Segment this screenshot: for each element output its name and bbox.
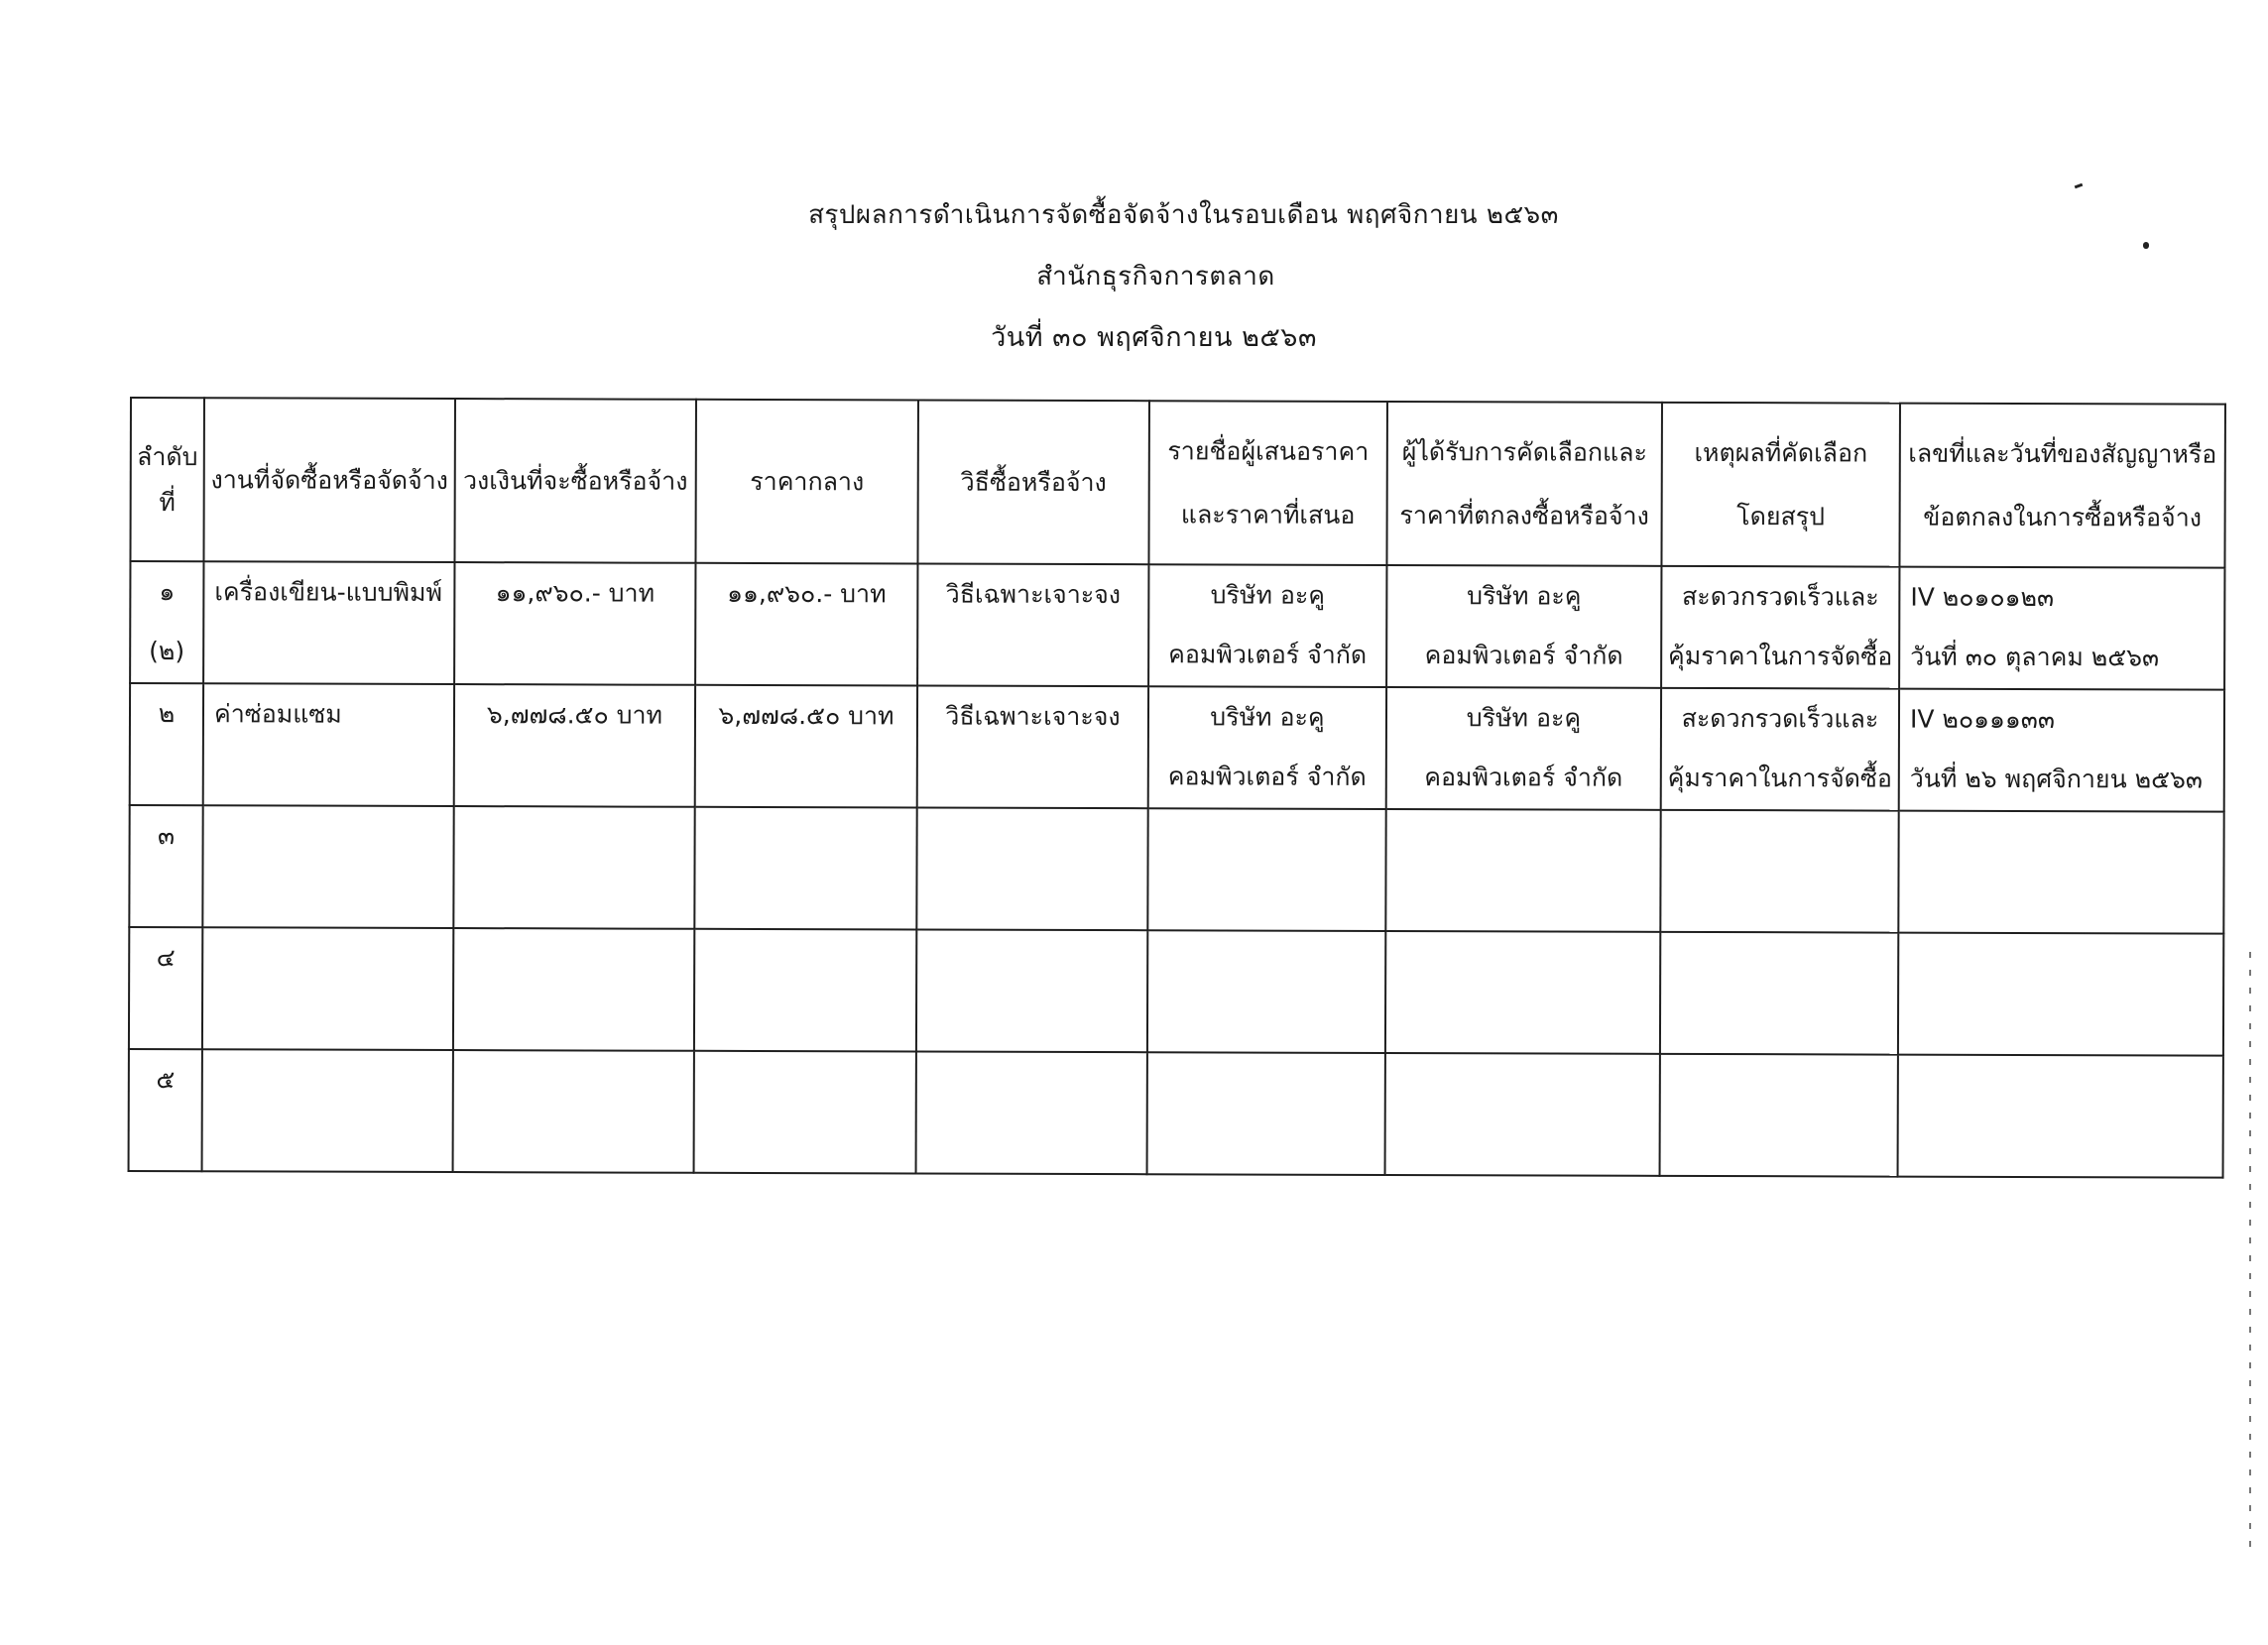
cell-contract bbox=[1898, 1055, 2223, 1178]
winner-line-1: บริษัท อะคู bbox=[1467, 581, 1582, 611]
cell-winner bbox=[1386, 687, 1661, 810]
reason-line-2: คุ้มราคาในการจัดซื้อ bbox=[1668, 641, 1893, 671]
median-text: ๑๑,๙๖๐.- บาท bbox=[727, 578, 887, 609]
header-contract-line-2: ข้อตกลงในการซื้อหรือจ้าง bbox=[1923, 502, 2203, 532]
header-reason bbox=[1661, 403, 1900, 567]
item-text: ค่าซ่อมแซม bbox=[213, 699, 342, 729]
cell-reason bbox=[1660, 1054, 1898, 1177]
cell-method bbox=[916, 807, 1147, 930]
cell-winner bbox=[1386, 565, 1661, 688]
header-no-line-1: ลำดับ bbox=[137, 441, 198, 471]
cell-median bbox=[695, 563, 917, 686]
cell-median bbox=[694, 807, 916, 930]
cell-budget bbox=[454, 562, 695, 685]
cell-budget bbox=[453, 928, 694, 1051]
bidder-line-1: บริษัท อะคู bbox=[1210, 580, 1326, 610]
cell-bidders bbox=[1148, 686, 1386, 809]
cell-no bbox=[129, 1049, 202, 1171]
cell-median bbox=[694, 1051, 916, 1174]
cell-no bbox=[130, 683, 203, 805]
scan-speck bbox=[2075, 183, 2084, 189]
row-number: ๔ bbox=[156, 943, 176, 973]
cell-bidders bbox=[1147, 930, 1385, 1053]
header-contract-line-1: เลขที่และวันที่ของสัญญาหรือ bbox=[1908, 438, 2217, 469]
cell-item bbox=[202, 927, 453, 1050]
budget-text: ๖,๗๗๘.๕๐ บาท bbox=[486, 700, 663, 730]
reason-line-1: สะดวกรวดเร็วและ bbox=[1681, 703, 1879, 734]
document-date: วันที่ ๓๐ พฤศจิกายน ๒๕๖๓ bbox=[991, 322, 1317, 353]
table-row bbox=[130, 683, 2224, 812]
header-bidders-line-1: รายชื่อผู้เสนอราคา bbox=[1167, 435, 1370, 466]
cell-budget bbox=[453, 1050, 694, 1173]
cell-item bbox=[203, 683, 454, 806]
row-number: ๑ bbox=[159, 577, 176, 607]
cell-method bbox=[916, 929, 1147, 1052]
header-reason-line-1: เหตุผลที่คัดเลือก bbox=[1694, 437, 1868, 468]
cell-reason bbox=[1660, 810, 1898, 933]
cell-item bbox=[203, 561, 454, 684]
winner-line-2: คอมพิวเตอร์ จำกัด bbox=[1424, 641, 1623, 670]
bidder-line-2: คอมพิวเตอร์ จำกัด bbox=[1168, 640, 1368, 669]
header-bidders bbox=[1148, 401, 1387, 565]
cell-contract bbox=[1899, 567, 2224, 690]
cell-contract bbox=[1898, 933, 2223, 1056]
cell-winner bbox=[1385, 809, 1660, 932]
cell-reason bbox=[1661, 688, 1899, 811]
budget-text: ๑๑,๙๖๐.- บาท bbox=[495, 578, 656, 608]
bidder-line-1: บริษัท อะคู bbox=[1210, 702, 1325, 732]
header-no bbox=[130, 398, 204, 561]
document-title: สรุปผลการดำเนินการจัดซื้อจัดจ้างในรอบเดือน พฤศจิกายน ๒๕๖๓ bbox=[808, 200, 1559, 230]
cell-item bbox=[202, 1049, 453, 1172]
cell-method bbox=[916, 1051, 1147, 1174]
cell-no bbox=[129, 927, 202, 1049]
cell-contract bbox=[1898, 811, 2223, 934]
header-winner-line-1: ผู้ได้รับการคัดเลือกและ bbox=[1401, 436, 1647, 467]
header-item-line-1: งานที่จัดซื้อหรือจัดจ้าง bbox=[210, 464, 448, 495]
table-row bbox=[129, 927, 2223, 1056]
cell-bidders bbox=[1147, 808, 1385, 931]
winner-line-2: คอมพิวเตอร์ จำกัด bbox=[1424, 763, 1623, 792]
header-bidders-line-2: และราคาที่เสนอ bbox=[1180, 499, 1356, 529]
median-text: ๖,๗๗๘.๕๐ บาท bbox=[718, 700, 895, 731]
header-no-line-2: ที่ bbox=[159, 487, 176, 517]
header-reason-line-2: โดยสรุป bbox=[1736, 501, 1826, 530]
cell-winner bbox=[1385, 931, 1660, 1054]
scan-edge-marks bbox=[2249, 952, 2251, 1547]
procurement-summary-table bbox=[128, 397, 2226, 1179]
header-contract bbox=[1899, 404, 2225, 568]
reason-line-1: สะดวกรวดเร็วและ bbox=[1681, 581, 1879, 612]
cell-reason bbox=[1661, 566, 1899, 689]
method-text: วิธีเฉพาะเจาะจง bbox=[945, 579, 1122, 610]
reason-line-2: คุ้มราคาในการจัดซื้อ bbox=[1667, 763, 1892, 793]
contract-line-2: วันที่ ๓๐ ตุลาคม ๒๕๖๓ bbox=[1910, 642, 2160, 672]
header-median-line-1: ราคากลาง bbox=[750, 466, 865, 496]
header-method-line-1: วิธีซื้อหรือจ้าง bbox=[960, 467, 1107, 497]
header-item bbox=[203, 398, 455, 562]
cell-budget bbox=[453, 806, 694, 929]
cell-method bbox=[917, 685, 1148, 808]
method-text: วิธีเฉพาะเจาะจง bbox=[945, 701, 1121, 732]
table-row bbox=[130, 561, 2224, 690]
cell-item bbox=[202, 805, 453, 928]
header-winner-line-2: ราคาที่ตกลงซื้อหรือจ้าง bbox=[1399, 500, 1649, 530]
row-number: ๓ bbox=[158, 821, 176, 851]
header-median-price bbox=[695, 400, 918, 564]
cell-bidders bbox=[1148, 564, 1386, 687]
row-number-sub: (๒) bbox=[149, 637, 185, 666]
table-header-row bbox=[130, 398, 2225, 568]
contract-line-1: IV ๒๐๑๐๑๒๓ bbox=[1910, 582, 2055, 613]
contract-line-2: วันที่ ๒๖ พฤศจิกายน ๒๕๖๓ bbox=[1909, 764, 2204, 794]
header-budget bbox=[454, 399, 696, 563]
table-row bbox=[129, 805, 2223, 934]
cell-winner bbox=[1385, 1053, 1660, 1176]
contract-line-1: IV ๒๐๑๑๑๓๓ bbox=[1909, 704, 2055, 735]
cell-median bbox=[695, 685, 917, 808]
row-number: ๕ bbox=[156, 1065, 176, 1095]
cell-budget bbox=[454, 684, 695, 807]
department-name: สำนักธุรกิจการตลาด bbox=[1036, 262, 1275, 292]
header-winner bbox=[1386, 402, 1662, 566]
table-row bbox=[129, 1049, 2223, 1178]
scan-speck bbox=[2143, 242, 2149, 249]
cell-method bbox=[917, 563, 1148, 686]
row-number: ๒ bbox=[158, 699, 176, 729]
header-budget-line-1: วงเงินที่จะซื้อหรือจ้าง bbox=[462, 465, 688, 496]
item-text: เครื่องเขียน-แบบพิมพ์ bbox=[214, 577, 443, 607]
header-method bbox=[917, 400, 1149, 564]
cell-no bbox=[129, 805, 202, 927]
cell-contract bbox=[1899, 689, 2224, 812]
bidder-line-2: คอมพิวเตอร์ จำกัด bbox=[1167, 762, 1367, 791]
cell-median bbox=[694, 929, 916, 1052]
cell-no bbox=[130, 561, 203, 683]
cell-reason bbox=[1660, 932, 1898, 1055]
winner-line-1: บริษัท อะคู bbox=[1466, 703, 1582, 733]
cell-bidders bbox=[1147, 1052, 1385, 1175]
